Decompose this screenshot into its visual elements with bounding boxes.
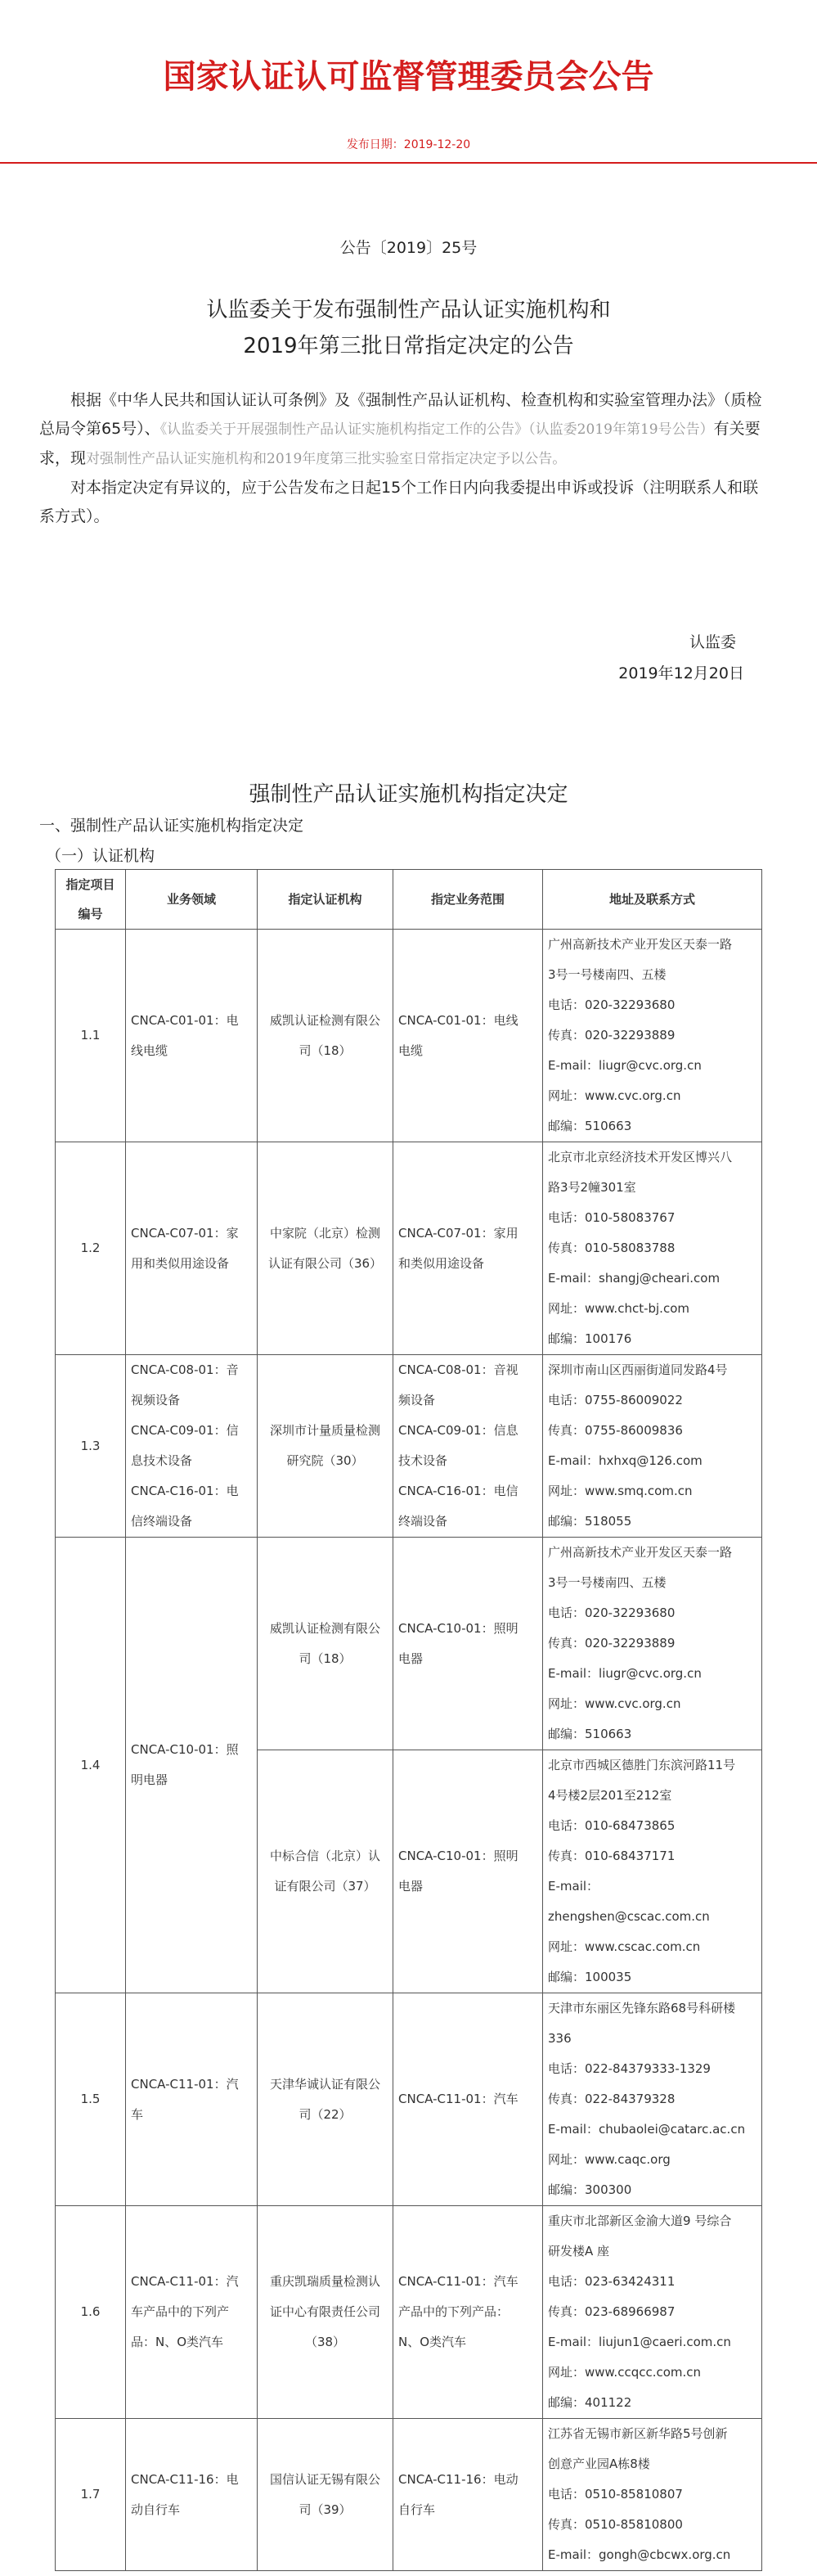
business-domain-line: CNCA-C11-01：汽 xyxy=(131,2076,239,2092)
business-domain-line: 息技术设备 xyxy=(131,1453,193,1468)
contact-info-line: 网址：www.cscac.com.cn xyxy=(548,1939,701,1954)
contact-info-line: E-mail：chubaolei@catarc.ac.cn xyxy=(548,2122,746,2137)
contact-info-line: 传真：0755-86009836 xyxy=(548,1423,683,1438)
business-scope-line: CNCA-C08-01：音视 xyxy=(398,1362,518,1377)
contact-info-line: 电话：010-68473865 xyxy=(548,1818,676,1833)
business-scope-line: 电器 xyxy=(398,1651,424,1666)
contact-info-line: 336 xyxy=(548,2031,572,2046)
business-domain-line: CNCA-C08-01：音 xyxy=(131,1362,239,1377)
item-number-line: 1.3 xyxy=(80,1438,101,1453)
business-scope-line: N、O类汽车 xyxy=(398,2335,467,2349)
title-line: 认监委关于发布强制性产品认证实施机构和 xyxy=(206,298,611,322)
table-row xyxy=(56,2206,762,2419)
contact-info-line: 电话：022-84379333-1329 xyxy=(548,2061,711,2076)
contact-info xyxy=(543,1750,762,1993)
contact-info-line: 邮编：401122 xyxy=(548,2395,632,2410)
header-text: 指定项目 xyxy=(65,877,115,892)
business-domain xyxy=(126,1355,258,1538)
business-domain-line: CNCA-C11-16：电 xyxy=(131,2471,239,2487)
item-number-line: 1.5 xyxy=(80,2092,101,2106)
table-header-row xyxy=(56,870,762,930)
contact-info-line: 4号楼2层201至212室 xyxy=(548,1788,672,1803)
certification-body xyxy=(258,930,393,1142)
contact-info-line: 传真：010-58083788 xyxy=(548,1241,676,1255)
item-number xyxy=(56,1355,126,1538)
item-number-line: 1.2 xyxy=(80,1241,101,1255)
contact-info-line: 邮编：510663 xyxy=(548,1119,632,1133)
business-domain-line: 用和类似用途设备 xyxy=(131,1255,230,1271)
contact-info-line: 邮编：510663 xyxy=(548,1727,632,1741)
contact-info-line: 天津市东丽区先锋东路68号科研楼 xyxy=(548,2001,736,2015)
masthead: 国家认证认可监督管理委员会公告 xyxy=(163,58,654,96)
certification-body-line: 司（22） xyxy=(299,2106,352,2122)
certification-body-line: 威凯认证检测有限公 xyxy=(269,1620,380,1636)
signature-date: 2019年12月20日 xyxy=(618,664,744,682)
business-domain-line: 车产品中的下列产 xyxy=(131,2304,230,2319)
table-row xyxy=(56,1538,762,1750)
contact-info-line: 3号一号楼南四、五楼 xyxy=(548,1575,667,1590)
certification-body-line: 重庆凯瑞质量检测认 xyxy=(269,2274,380,2289)
item-number-line: 1.6 xyxy=(80,2304,101,2319)
contact-info-line: 广州高新技术产业开发区天泰一路 xyxy=(548,1545,733,1560)
certification-body xyxy=(258,1355,393,1538)
item-number xyxy=(56,2206,126,2419)
business-domain-line: CNCA-C01-01：电 xyxy=(131,1012,239,1028)
business-domain-line: 视频设备 xyxy=(131,1393,181,1407)
contact-info-line: zhengshen@cscac.com.cn xyxy=(548,1909,710,1924)
contact-info-line: E-mail：gongh@cbcwx.org.cn xyxy=(548,2547,731,2562)
contact-info-line: 创意产业园A栋8楼 xyxy=(548,2457,650,2471)
contact-info-line: 北京市西城区德胜门东滨河路11号 xyxy=(548,1758,736,1772)
business-domain xyxy=(126,2419,258,2571)
business-domain xyxy=(126,1993,258,2206)
business-scope-line: 终端设备 xyxy=(398,1514,448,1529)
column-header xyxy=(56,870,126,930)
contact-info xyxy=(543,1538,762,1750)
certification-body xyxy=(258,1538,393,1750)
column-header: 指定认证机构 xyxy=(258,870,393,930)
business-scope-line: CNCA-C07-01：家用 xyxy=(398,1225,518,1241)
business-domain-line: CNCA-C16-01：电 xyxy=(131,1484,239,1498)
item-number-line: 1.7 xyxy=(80,2487,101,2502)
certification-body-line: 威凯认证检测有限公 xyxy=(269,1012,380,1028)
certification-body-line: 中家院（北京）检测 xyxy=(269,1225,380,1241)
business-domain-line: CNCA-C10-01：照 xyxy=(131,1742,239,1757)
text: 对强制性产品认证实施机构和2019年度第三批实验室日常指定决定予以公告。 xyxy=(86,451,567,467)
certification-body xyxy=(258,1142,393,1355)
contact-info xyxy=(543,1993,762,2206)
contact-info-line: 网址：www.chct-bj.com xyxy=(548,1301,689,1316)
contact-info-line: 网址：www.caqc.org xyxy=(548,2152,671,2167)
contact-info-line: 研发楼A 座 xyxy=(548,2244,610,2259)
contact-info-line: 传真：0510-85810800 xyxy=(548,2517,683,2532)
contact-info-line: 路3号2幢301室 xyxy=(548,1180,636,1195)
contact-info-line: 网址：www.ccqcc.com.cn xyxy=(548,2365,702,2380)
business-domain-line: 品：N、O类汽车 xyxy=(131,2335,224,2349)
contact-info-line: E-mail：liugr@cvc.org.cn xyxy=(548,1666,702,1681)
contact-info-line: E-mail：liujun1@caeri.com.cn xyxy=(548,2335,731,2349)
designation-table xyxy=(55,869,762,2571)
section-heading: 一、强制性产品认证实施机构指定决定 xyxy=(39,817,304,835)
certification-body-line: 证中心有限责任公司 xyxy=(269,2304,380,2319)
contact-info-line: 电话：010-58083767 xyxy=(548,1210,676,1225)
business-scope-line: 自行车 xyxy=(398,2502,436,2517)
business-scope-line: 产品中的下列产品： xyxy=(398,2304,510,2319)
business-scope xyxy=(393,1993,543,2206)
certification-body-line: 证有限公司（37） xyxy=(274,1879,376,1894)
business-scope-line: CNCA-C11-01：汽车 xyxy=(398,2092,518,2106)
paragraph xyxy=(39,386,767,474)
business-domain xyxy=(126,1142,258,1355)
business-domain xyxy=(126,2206,258,2419)
business-scope xyxy=(393,930,543,1142)
business-domain-line: CNCA-C07-01：家 xyxy=(131,1225,239,1241)
business-domain-line: 信终端设备 xyxy=(131,1514,193,1529)
certification-body-line: 司（39） xyxy=(299,2502,352,2517)
certification-body xyxy=(258,2206,393,2419)
column-header: 业务领域 xyxy=(126,870,258,930)
paragraph: 对本指定决定有异议的，应于公告发布之日起15个工作日内向我委提出申诉或投诉（注明联系人和联系方式）。 xyxy=(39,479,759,525)
certification-body-line: 中标合信（北京）认 xyxy=(269,1849,380,1863)
table-row xyxy=(56,1993,762,2206)
contact-info-line: 传真：023-68966987 xyxy=(548,2304,676,2319)
business-domain-line: 车 xyxy=(131,2106,144,2122)
certification-body-line: 司（18） xyxy=(299,1043,352,1058)
contact-info-line: 邮编：300300 xyxy=(548,2182,632,2197)
table-row xyxy=(56,930,762,1142)
business-scope xyxy=(393,1355,543,1538)
contact-info-line: 网址：www.cvc.org.cn xyxy=(548,1696,681,1711)
certification-body-line: 研究院（30） xyxy=(286,1453,364,1468)
contact-info xyxy=(543,1355,762,1538)
contact-info xyxy=(543,2419,762,2571)
contact-info-line: 电话：0755-86009022 xyxy=(548,1393,683,1407)
contact-info-line: 传真：010-68437171 xyxy=(548,1849,676,1863)
certification-body xyxy=(258,1750,393,1993)
contact-info-line: 深圳市南山区西丽街道同发路4号 xyxy=(548,1362,728,1377)
document-number: 公告〔2019〕25号 xyxy=(339,239,478,257)
contact-info-line: 邮编：100176 xyxy=(548,1331,632,1346)
certification-body-line: 认证有限公司（36） xyxy=(267,1255,383,1271)
certification-body-line: 国信认证无锡有限公 xyxy=(269,2471,380,2487)
contact-info-line: E-mail：liugr@cvc.org.cn xyxy=(548,1058,702,1073)
business-scope-line: CNCA-C10-01：照明 xyxy=(398,1620,518,1636)
contact-info xyxy=(543,930,762,1142)
certification-body-line: 司（18） xyxy=(299,1651,352,1666)
business-domain xyxy=(126,930,258,1142)
text: 有关要求，现 xyxy=(39,420,761,467)
business-scope-line: CNCA-C10-01：照明 xyxy=(398,1849,518,1863)
item-number xyxy=(56,2419,126,2571)
header-divider xyxy=(0,162,817,164)
business-domain-line: 动自行车 xyxy=(131,2502,181,2517)
certification-body-line: 深圳市计量质量检测 xyxy=(269,1423,380,1438)
business-scope-line: 电器 xyxy=(398,1879,424,1894)
item-number xyxy=(56,1993,126,2206)
title-line: 2019年第三批日常指定决定的公告 xyxy=(243,334,574,358)
business-scope-line: CNCA-C11-01：汽车 xyxy=(398,2274,518,2289)
item-number-line: 1.1 xyxy=(80,1028,101,1043)
contact-info-line: 3号一号楼南四、五楼 xyxy=(548,967,667,982)
certification-body-line: （38） xyxy=(304,2335,346,2349)
certification-body xyxy=(258,2419,393,2571)
referenced-notice-link[interactable]: 《认监委关于开展强制性产品认证实施机构指定工作的公告》（认监委2019年第19号公告） xyxy=(159,421,714,438)
document-title xyxy=(0,292,817,364)
certification-body-line: 天津华诚认证有限公 xyxy=(269,2076,380,2092)
item-number xyxy=(56,1538,126,1993)
contact-info-line: 电话：020-32293680 xyxy=(548,1605,676,1620)
item-number xyxy=(56,930,126,1142)
contact-info-line: E-mail：shangj@cheari.com xyxy=(548,1271,720,1286)
contact-info-line: 广州高新技术产业开发区天泰一路 xyxy=(548,937,733,952)
column-header: 指定业务范围 xyxy=(393,870,543,930)
business-scope-line: CNCA-C01-01：电线 xyxy=(398,1012,518,1028)
text: 根据《中华人民共和国认证认可条例》及《强制性产品认证机构、检查机构和实验室管理办法》（质检总局令第65号）、 xyxy=(39,391,762,438)
business-domain-line: CNCA-C11-01：汽 xyxy=(131,2274,239,2289)
contact-info-line: 重庆市北部新区金渝大道9 号综合 xyxy=(548,2213,732,2228)
item-number-line: 1.4 xyxy=(80,1757,101,1772)
business-scope xyxy=(393,2206,543,2419)
business-scope-line: CNCA-C09-01：信息 xyxy=(398,1423,518,1438)
business-domain-line: 明电器 xyxy=(131,1772,168,1787)
business-scope-line: CNCA-C16-01：电信 xyxy=(398,1484,518,1498)
announcement-body xyxy=(39,386,767,531)
business-scope xyxy=(393,2419,543,2571)
publish-date: 发布日期：2019-12-20 xyxy=(346,138,471,151)
table-row xyxy=(56,2419,762,2571)
business-domain xyxy=(126,1538,258,1993)
contact-info-line: 网址：www.cvc.org.cn xyxy=(548,1088,681,1103)
contact-info-line: 电话：0510-85810807 xyxy=(548,2487,683,2502)
contact-info-line: 传真：022-84379328 xyxy=(548,2092,676,2106)
contact-info-line: E-mail： xyxy=(548,1879,599,1894)
contact-info-line: 网址：www.smq.com.cn xyxy=(548,1484,693,1498)
contact-info-line: 邮编：518055 xyxy=(548,1514,632,1529)
table-row xyxy=(56,1142,762,1355)
business-scope-line: 技术设备 xyxy=(398,1453,448,1468)
business-domain-line: 线电缆 xyxy=(131,1043,168,1058)
decision-title: 强制性产品认证实施机构指定决定 xyxy=(249,782,568,807)
contact-info-line: 江苏省无锡市新区新华路5号创新 xyxy=(548,2426,728,2441)
business-scope xyxy=(393,1538,543,1750)
business-scope-line: 和类似用途设备 xyxy=(398,1255,485,1271)
contact-info-line: 北京市北京经济技术开发区博兴八 xyxy=(548,1150,733,1164)
business-scope xyxy=(393,1142,543,1355)
business-scope-line: 电缆 xyxy=(398,1043,424,1058)
business-domain-line: CNCA-C09-01：信 xyxy=(131,1423,239,1438)
header-text: 编号 xyxy=(78,907,103,921)
contact-info xyxy=(543,2206,762,2419)
contact-info-line: 传真：020-32293889 xyxy=(548,1636,676,1651)
business-scope-line: CNCA-C11-16：电动 xyxy=(398,2471,518,2487)
column-header: 地址及联系方式 xyxy=(543,870,762,930)
contact-info-line: 邮编：100035 xyxy=(548,1970,632,1984)
business-scope xyxy=(393,1750,543,1993)
business-scope-line: 频设备 xyxy=(398,1393,436,1407)
contact-info xyxy=(543,1142,762,1355)
item-number xyxy=(56,1142,126,1355)
signature-org: 认监委 xyxy=(689,633,736,651)
contact-info-line: 传真：020-32293889 xyxy=(548,1028,676,1043)
certification-body xyxy=(258,1993,393,2206)
contact-info-line: E-mail：hxhxq@126.com xyxy=(548,1453,703,1468)
subsection-heading: （一）认证机构 xyxy=(46,847,155,865)
table-row xyxy=(56,1355,762,1538)
contact-info-line: 电话：023-63424311 xyxy=(548,2274,676,2289)
contact-info-line: 电话：020-32293680 xyxy=(548,998,676,1012)
